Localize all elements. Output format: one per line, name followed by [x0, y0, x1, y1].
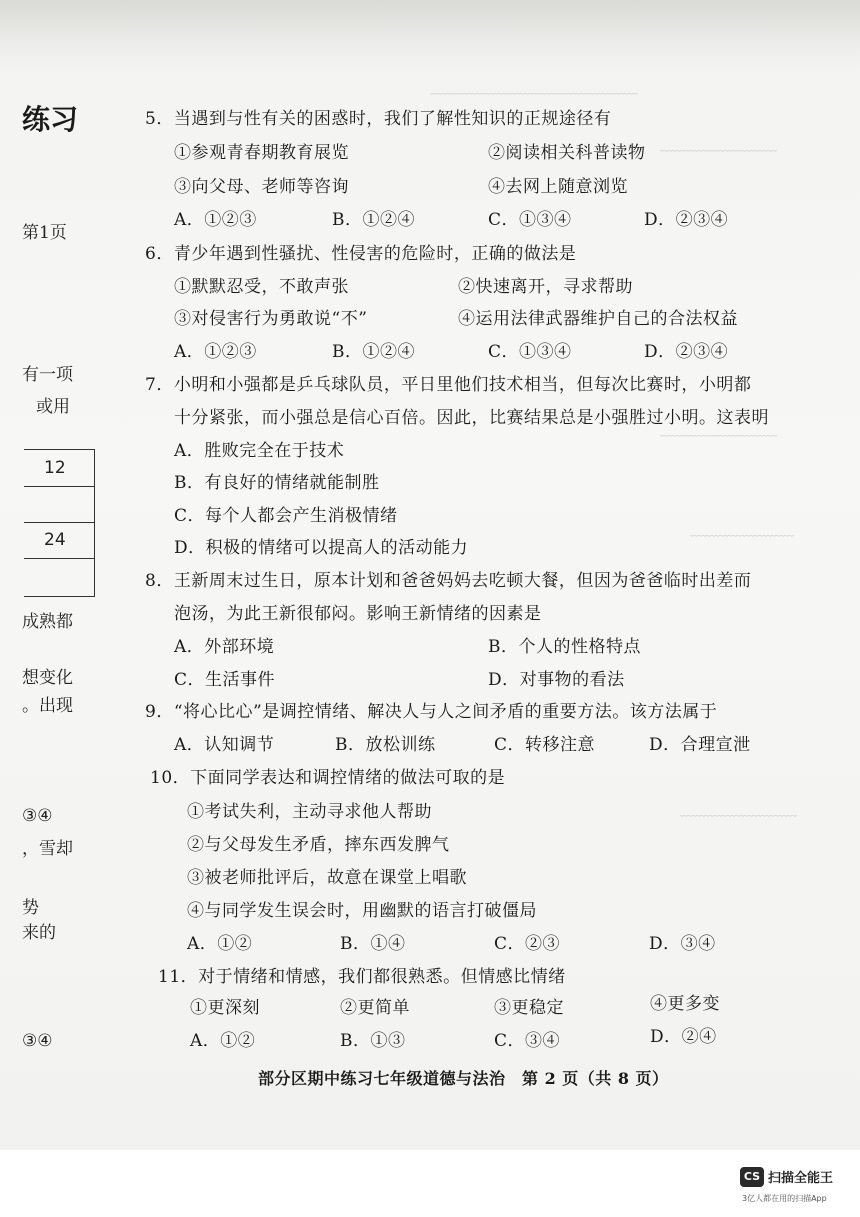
scanner-logo-icon: CS	[740, 1167, 764, 1187]
table-rule	[24, 486, 94, 487]
bleed-through-text: ﹏﹏﹏﹏﹏﹏﹏﹏﹏	[660, 424, 778, 439]
bleed-through-text: ﹏﹏﹏﹏﹏﹏﹏﹏﹏	[660, 139, 778, 154]
question-6-stem: 6．青少年遇到性骚扰、性侵害的危险时，正确的做法是	[145, 244, 577, 264]
question-8-stem: 8．王新周末过生日，原本计划和爸爸妈妈去吃顿大餐，但因为爸爸临时出差而	[145, 571, 752, 591]
choice-a: A．①②③	[174, 342, 257, 362]
choice-c: C．③④	[494, 1031, 561, 1051]
question-5-stem: 5．当遇到与性有关的困惑时，我们了解性知识的正规途径有	[145, 109, 612, 129]
left-score-table	[24, 449, 95, 597]
left-fragment: 来的	[22, 923, 56, 943]
statement-item: ①默默忍受，不敢声张	[174, 277, 349, 297]
statement-item: ①更深刻	[190, 998, 260, 1018]
question-7-stem-line2: 十分紧张，而小强总是信心百倍。因此，比赛结果总是小强胜过小明。这表明	[174, 408, 769, 428]
choice-a: A．外部环境	[174, 637, 275, 657]
choice-b: B．个人的性格特点	[488, 637, 641, 657]
question-9-stem: 9．“将心比心”是调控情绪、解决人与人之间矛盾的重要方法。该方法属于	[145, 702, 718, 722]
question-11-stem: 11．对于情绪和情感，我们都很熟悉。但情感比情绪	[158, 967, 566, 987]
choice-d: D．积极的情绪可以提高人的活动能力	[174, 538, 469, 558]
question-8-stem-line2: 泡汤，为此王新很郁闷。影响王新情绪的因素是	[174, 604, 542, 624]
choice-a: A．①②	[190, 1031, 256, 1051]
left-fragment: ，雪却	[22, 839, 73, 859]
scanner-app-name: 扫描全能王	[768, 1171, 834, 1186]
choice-b: B．有良好的情绪就能制胜	[174, 473, 380, 493]
choice-d: D．②③④	[644, 210, 729, 230]
choice-c: C．①③④	[488, 342, 572, 362]
statement-item: ②快速离开，寻求帮助	[458, 277, 633, 297]
left-fragment: ③④	[22, 806, 53, 826]
statement-item: ③对侵害行为勇敢说“不”	[174, 309, 368, 329]
choice-a: A．认知调节	[174, 735, 275, 755]
bleed-through-text: ﹏﹏﹏﹏﹏﹏﹏﹏﹏﹏﹏﹏﹏﹏﹏﹏	[430, 82, 639, 97]
choice-c: C．生活事件	[174, 670, 276, 690]
table-rule	[24, 522, 94, 523]
table-rule	[24, 558, 94, 559]
choice-a: A．胜败完全在于技术	[174, 441, 345, 461]
left-page-ref: 第1页	[22, 223, 67, 243]
left-page-heading: 练习	[22, 103, 79, 136]
statement-item: ②与父母发生矛盾，摔东西发脾气	[187, 835, 450, 855]
choice-b: B．①②④	[332, 210, 415, 230]
choice-a: A．①②③	[174, 210, 257, 230]
page-footer: 部分区期中练习七年级道德与法治 第 2 页（共 8 页）	[258, 1069, 669, 1088]
choice-b: B．放松训练	[335, 735, 436, 755]
left-fragment: 或用	[36, 397, 70, 417]
bleed-through-text: ﹏﹏﹏﹏﹏﹏﹏﹏﹏	[680, 804, 798, 819]
statement-item: ②阅读相关科普读物	[488, 143, 646, 163]
choice-d: D．②④	[650, 1027, 717, 1047]
left-fragment: 。出现	[22, 696, 73, 716]
scan-top-edge	[0, 0, 860, 70]
choice-d: D．②③④	[644, 342, 729, 362]
statement-item: ③被老师批评后，故意在课堂上唱歌	[187, 868, 467, 888]
left-fragment: ③④	[22, 1031, 53, 1051]
statement-item: ④更多变	[650, 994, 720, 1014]
choice-b: B．①②④	[332, 342, 415, 362]
statement-item: ③向父母、老师等咨询	[174, 177, 349, 197]
choice-c: C．转移注意	[494, 735, 596, 755]
statement-item: ③更稳定	[494, 998, 564, 1018]
choice-d: D．对事物的看法	[488, 670, 625, 690]
choice-c: C．①③④	[488, 210, 572, 230]
statement-item: ④与同学发生误会时，用幽默的语言打破僵局	[187, 901, 537, 921]
left-fragment: 想变化	[22, 668, 73, 688]
table-cell: 24	[44, 530, 66, 550]
statement-item: ②更简单	[340, 998, 410, 1018]
choice-c: C．②③	[494, 934, 561, 954]
choice-b: B．①④	[340, 934, 406, 954]
statement-item: ①考试失利，主动寻求他人帮助	[187, 802, 432, 822]
statement-item: ④运用法律武器维护自己的合法权益	[458, 309, 738, 329]
choice-a: A．①②	[187, 934, 253, 954]
statement-item: ④去网上随意浏览	[488, 177, 628, 197]
left-fragment: 成熟都	[22, 612, 73, 632]
choice-d: D．合理宣泄	[649, 735, 751, 755]
choice-d: D．③④	[649, 934, 716, 954]
left-fragment: 势	[22, 898, 39, 918]
scanner-app-tagline: 3亿人都在用的扫描App	[742, 1194, 827, 1203]
choice-b: B．①③	[340, 1031, 406, 1051]
table-cell: 12	[44, 458, 66, 478]
choice-c: C．每个人都会产生消极情绪	[174, 506, 398, 526]
left-fragment: 有一项	[22, 365, 73, 385]
question-7-stem: 7．小明和小强都是乒乓球队员，平日里他们技术相当，但每次比赛时，小明都	[145, 375, 752, 395]
question-10-stem: 10．下面同学表达和调控情绪的做法可取的是	[150, 768, 506, 788]
bleed-through-text: ﹏﹏﹏﹏﹏﹏﹏﹏	[690, 524, 795, 539]
statement-item: ①参观青春期教育展览	[174, 143, 349, 163]
